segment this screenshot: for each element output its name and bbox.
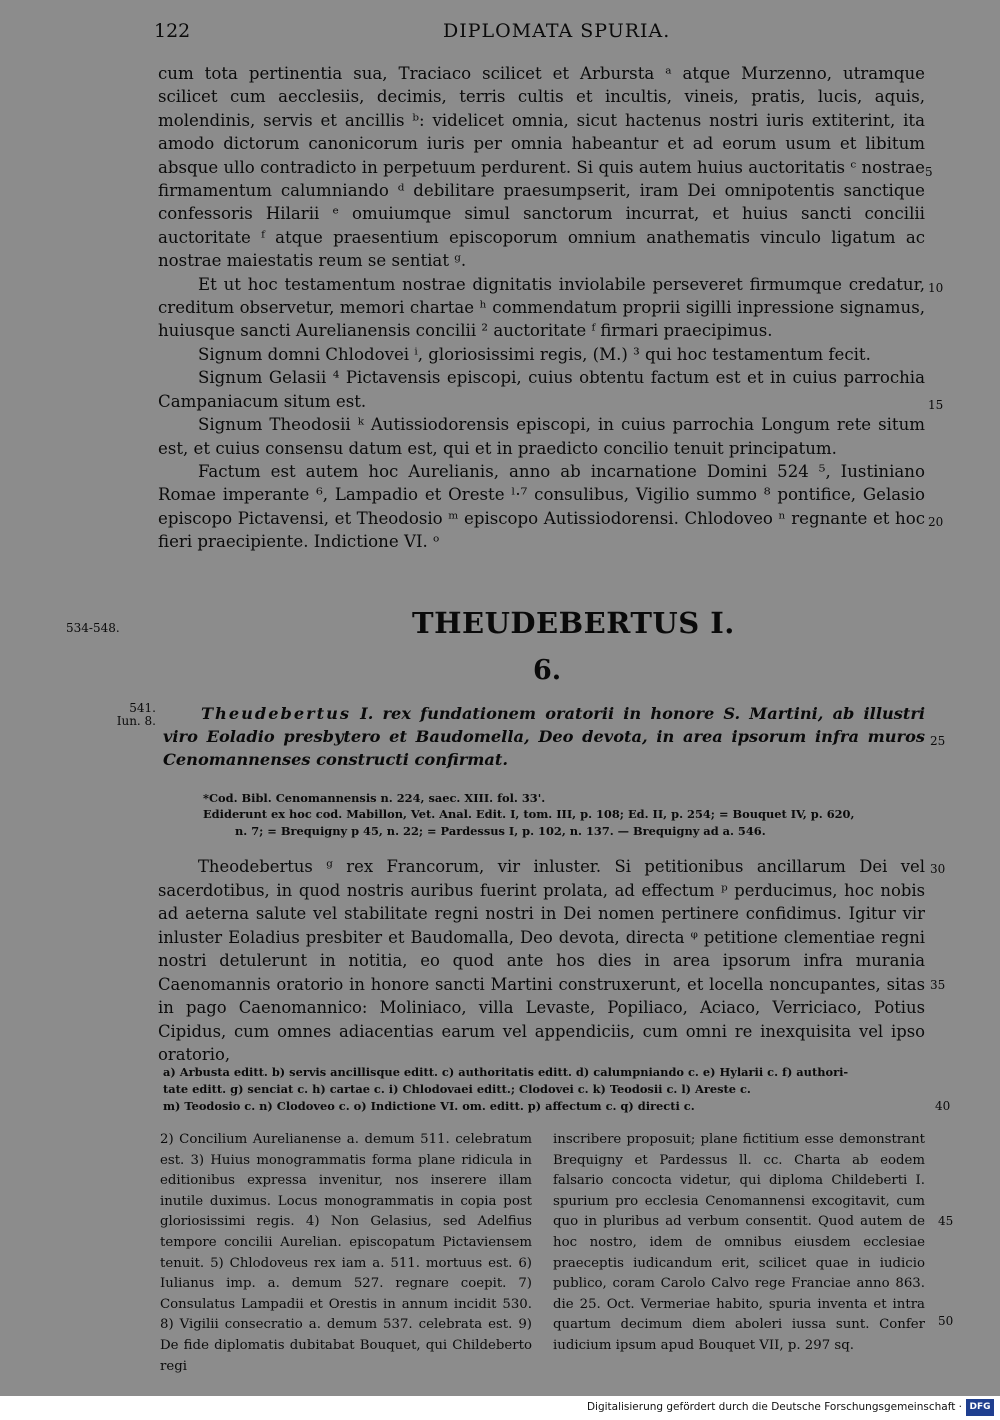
source-line: Ediderunt ex hoc cod. Mabillon, Vet. Anal. Edit. I, tom. III, p. 108; Ed. II, p. 254; = Bouquet IV, p. 620, (203, 807, 855, 822)
variant-line: tate editt. g) senciat c. h) cartae c. i) Chlodovaei editt.; Clodovei c. k) Teodosii c. l) Areste c. (163, 1082, 751, 1096)
paragraph: Et ut hoc testamentum nostrae dignitatis inviolabile perseveret firmumque credatur, creditum observetur, memori chartae ʰ commendatum proprii sigilli inpressione signamus, huiusque sancti Aurelianensis concilii ² auctoritate ᶠ firmari praecipimus. (158, 274, 925, 341)
running-title: DIPLOMATA SPURIA. (443, 20, 671, 42)
line-number: 30 (930, 862, 946, 876)
document-summary (163, 702, 925, 771)
line-number: 15 (928, 398, 944, 412)
paragraph: Signum Theodosii ᵏ Autissiodorensis episcopi, in cuius parrochia Longum rete situm est, et cuius consensu datum est, qui et in praedicto concilio tenuit principatum. (158, 415, 925, 458)
footnotes-left: 2) Concilium Aurelianense a. demum 511. celebratum est. 3) Huius monogrammatis forma plane ridicula in editionibus expressa invenitur, nos inserere illam inutile duximus. Locus monogrammatis in copia post gloriosissimi regis. 4) Non Gelasius, sed Adelfius tempore concilii Aurelian. episcopatum Pictaviensem tenuit. 5) Chlodoveus rex iam a. 511. mortuus est. 6) Iulianus imp. a. demum 527. regnare coepit. 7) Consulatus Lampadii et Orestis in annum incidit 530. 8) Vigilii consecratio a. demum 537. celebrata est. 9) De fide diplomatis dubitabat Bouquet, qui Childeberto regi (160, 1132, 532, 1374)
date-year: 541. (129, 701, 156, 715)
paragraph: cum tota pertinentia sua, Traciaco scilicet et Arbursta ᵃ atque Murzenno, utramque scilicet cum aecclesiis, decimis, terris cultis et incultis, vineis, pratis, lucis, aquis, molendinis, servis et ancillis ᵇ: videlicet omnia, sicut hactenus nostri iuris extiterint, ita amodo dictorum canonicorum iuris per omnia habeantur et ad eorum usum et libitum absque ullo contradicto in perpetuum perdurent. Si quis autem huius auctoritatis ᶜ nostrae firmamentum calumniando ᵈ debilitare praesumpserit, iram Dei omnipotentis sanctique confessoris Hilarii ᵉ omuiumque simul sanctorum incurrat, et huius sancti concilii auctoritate ᶠ atque praesentium episcoporum omnium anathematis vinculo ligatum ac nostrae maiestatis reum se sentiat ᵍ. (158, 64, 925, 271)
line-number: 20 (928, 515, 944, 529)
summary-name: Theudebertus (201, 704, 352, 723)
line-number: 10 (928, 281, 944, 295)
footer-text: Digitalisierung gefördert durch die Deutsche Forschungsgemeinschaft · (586, 1401, 962, 1413)
footnotes-right: inscribere proposuit; plane fictitium esse demonstrant Brequigny et Pardessus ll. cc. Charta ab eodem falsario concocta videtur, qui diploma Childeberti I. spurium pro ecclesia Cenomannensi excogitavit, cum quo in pluribus ad verbum consentit. Quod autem de hoc nostro, idem de omnibus eiusdem ecclesiae praeceptis iudicandum erit, scilicet quae in iudicio publico, coram Carolo Calvo rege Franciae anno 863. die 25. Oct. Vermeriae habito, spuria inventa et intra quartum decimum diem aboleri iussa sunt. Confer iudicium ipsum apud Bouquet VII, p. 297 sq. (553, 1132, 925, 1353)
charter-text (158, 855, 925, 1067)
section-years: 534-548. (66, 621, 120, 635)
source-description (203, 790, 925, 839)
section-title: THEUDEBERTUS I. (412, 606, 735, 640)
source-line: *Cod. Bibl. Cenomannensis n. 224, saec. XIII. fol. 33'. (203, 791, 546, 805)
line-number: 45 (938, 1214, 954, 1228)
main-text (158, 62, 925, 554)
dfg-logo-icon: DFG (966, 1399, 994, 1416)
line-number: 25 (930, 734, 946, 748)
paragraph: Signum domni Chlodovei ⁱ, gloriosissimi regis, (M.) ³ qui hoc testamentum fecit. (198, 344, 871, 364)
variant-readings (163, 1064, 933, 1115)
document-number: 6. (533, 655, 562, 686)
paragraph: Factum est autem hoc Aurelianis, anno ab incarnatione Domini 524 ⁵, Iustiniano Romae imperante ⁶, Lampadio et Oreste ˡ·⁷ consulibus, Vigilio summo ⁸ pontifice, Gelasio episcopo Pictavensi, et Theodosio ᵐ episcopo Autissiodorensi. Chlodoveo ⁿ regnante et hoc fieri praecipiente. Indictione VI. ᵒ (158, 461, 925, 552)
document-date (112, 702, 156, 728)
line-number: 40 (935, 1099, 951, 1113)
footer-bar (0, 1396, 1000, 1420)
date-day: Iun. 8. (116, 714, 156, 728)
source-line: n. 7; = Brequigny p 45, n. 22; = Pardessus I, p. 102, n. 137. — Brequigny ad a. 546. (235, 823, 766, 838)
variant-line: m) Teodosio c. n) Clodoveo c. o) Indictione VI. om. editt. p) affectum c. q) directi c. (163, 1099, 695, 1113)
paragraph: Signum Gelasii ⁴ Pictavensis episcopi, cuius obtentu factum est et in cuius parrochia Campaniacum situm est. (158, 368, 925, 411)
variant-line: a) Arbusta editt. b) servis ancillisque editt. c) authoritatis editt. d) calumpniando c. e) Hylarii c. f) authori- (163, 1065, 849, 1079)
paragraph: Theodebertus ᵍ rex Francorum, vir inluster. Si petitionibus ancillarum Dei vel sacerdotibus, in quod nostris auribus fuerint prolata, ad effectum ᵖ perducimus, hoc nobis ad aeterna salute vel stabilitate regni nostri in Dei nomen pertinere confidimus. Igitur vir inluster Eoladius presbiter et Baudomalla, Deo devota, directa ᵠ petitione clementiae regni nostri detulerunt in notitia, eo quod ante hos dies in area ipsorum infra murania Caenomannis oratorio in honore sancti Martini construxerunt, et locella noncupantes, sitas in pago Caenomannico: Moliniaco, villa Levaste, Popiliaco, Aciaco, Verriciaco, Potius Cipidus, cum omnes adiacentias earum vel appendiciis, cum omni re inexquisita vel ipso oratorio, (158, 857, 925, 1064)
line-number: 35 (930, 978, 946, 992)
summary-text: I. rex fundationem oratorii in honore S. Martini, ab illustri viro Eoladio presbytero et Baudomella, Deo devota, in area ipsorum infra muros Cenomannenses constructi confirmat. (163, 704, 925, 769)
page-number: 122 (154, 20, 191, 42)
line-number: 50 (938, 1314, 954, 1328)
line-number: 5 (925, 165, 933, 179)
